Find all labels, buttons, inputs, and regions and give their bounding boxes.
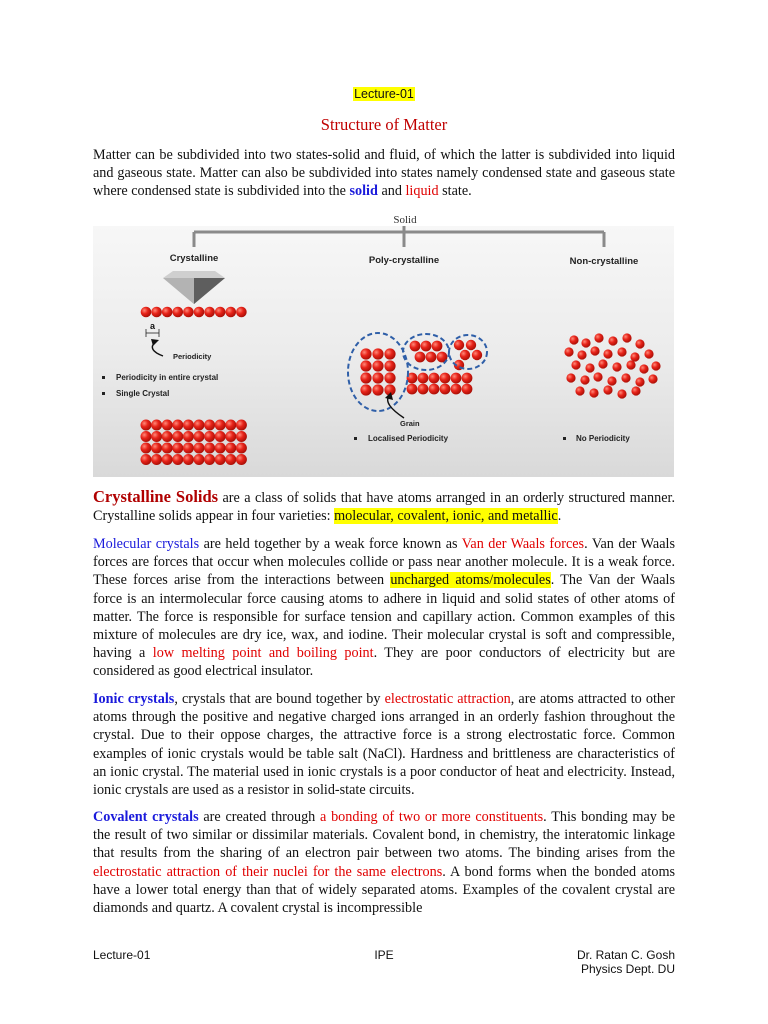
atom xyxy=(635,339,644,348)
uncharged-highlight: uncharged atoms/molecules xyxy=(390,572,551,589)
bonding-term: a bonding of two or more constituents xyxy=(320,809,544,825)
atom xyxy=(622,333,631,342)
ionic-crystals-paragraph: Ionic crystals, crystals that are bound together by electrostatic attraction, are atoms attracted to other atoms through the positive and negative charged ions arranged in an orderly fashion throughout the crystal. Due to their oppose charges, the attractive force is a strong electrostatic force. Common examples of ionic crystals would be table salt (NaCl). Hardness and brittleness are characteristics of an ionic crystal. The material used in ionic crystals is a poor conductor of heat and electricity. Instead, ionic crystals are used as a resistor in solid-state circuits. xyxy=(93,691,675,799)
atom xyxy=(415,352,426,363)
atom xyxy=(598,359,607,368)
atom xyxy=(236,307,247,318)
electrostatic-attraction-term: electrostatic attraction xyxy=(384,691,511,707)
atom xyxy=(384,348,395,359)
grain-label: Grain xyxy=(400,419,420,428)
atom xyxy=(141,420,152,431)
atom xyxy=(194,443,205,454)
periodicity-label: Periodicity xyxy=(173,352,212,361)
atom xyxy=(215,443,226,454)
atom xyxy=(360,372,371,383)
atom xyxy=(162,443,173,454)
atom xyxy=(621,373,630,382)
atom xyxy=(225,431,236,442)
atom xyxy=(215,307,226,318)
atom xyxy=(384,360,395,371)
atom xyxy=(141,443,152,454)
atom xyxy=(440,384,451,395)
atom xyxy=(151,307,162,318)
atom xyxy=(617,389,626,398)
atom xyxy=(577,350,586,359)
solid-classification-figure xyxy=(93,208,674,477)
atom xyxy=(617,347,626,356)
bullet-single-crystal: Single Crystal xyxy=(116,389,170,398)
nuclei-attraction-term: electrostatic attraction of their nuclei for the same electrons xyxy=(93,863,443,880)
footer-center: IPE xyxy=(374,948,394,962)
root-label: Solid xyxy=(393,214,417,226)
atom xyxy=(631,386,640,395)
atom xyxy=(151,431,162,442)
atom xyxy=(581,338,590,347)
molecular-crystals-term: Molecular crystals xyxy=(93,536,200,552)
branch-crystalline: Crystalline xyxy=(169,253,219,264)
bullet-no-periodicity: No Periodicity xyxy=(576,434,630,443)
low-melting-term: low melting point and boiling point xyxy=(152,645,374,662)
atom xyxy=(603,385,612,394)
crystalline-solids-paragraph: Crystalline Solids are a class of solids that have atoms arranged in an orderly structured manner. Crystalline solids appear in four varieties: molecular, covalent, ionic, and metallic. xyxy=(93,487,675,525)
atom xyxy=(236,454,247,465)
atom xyxy=(429,373,440,384)
branch-polycrystalline: Poly-crystalline xyxy=(368,255,440,266)
atom xyxy=(630,352,639,361)
atom xyxy=(472,350,482,360)
bullet-periodicity-entire: Periodicity in entire crystal xyxy=(116,373,219,382)
atom xyxy=(225,420,236,431)
atom xyxy=(407,384,418,395)
atom xyxy=(226,307,237,318)
atom xyxy=(635,377,644,386)
atom xyxy=(594,333,603,342)
atom xyxy=(204,420,215,431)
lecture-tag: Lecture-01 xyxy=(354,87,414,101)
molecular-crystals-paragraph: Molecular crystals are held together by a weak force known as Van der Waals forces. Van der Waals forces are forces that occur when molecules collide or pass near another molecule. It is a weak force. These forces arise from the interactions between uncharged atoms/molecules. The Van der Waals force is an intermolecular force causing atoms to adhere in liquid and solid states of other atoms of matter. The force is responsible for surface tension and capillary action. Common examples of this mixture of molecules are dry ice, wax, and iodine. Their molecular crystal is soft and compressible, having a low melting point and boiling point. They are poor conductors of electricity but are considered as good electrical insulator. xyxy=(93,536,676,680)
atom xyxy=(215,431,226,442)
atom xyxy=(225,454,236,465)
atom xyxy=(173,307,184,318)
atom xyxy=(608,336,617,345)
atom xyxy=(183,307,194,318)
atom xyxy=(462,384,473,395)
covalent-crystals-term: Covalent crystals xyxy=(93,809,199,825)
atom xyxy=(462,373,473,384)
atom xyxy=(194,307,205,318)
atom xyxy=(626,360,635,369)
atom xyxy=(194,431,205,442)
atom xyxy=(372,348,383,359)
atom xyxy=(151,443,162,454)
atom xyxy=(372,372,383,383)
atom xyxy=(162,420,173,431)
atom xyxy=(651,361,660,370)
atom xyxy=(564,347,573,356)
atom xyxy=(590,346,599,355)
atom xyxy=(432,341,443,352)
atom xyxy=(172,454,183,465)
atom xyxy=(372,360,383,371)
atom xyxy=(151,420,162,431)
atom xyxy=(172,443,183,454)
atom xyxy=(141,454,152,465)
atom xyxy=(421,341,432,352)
atom xyxy=(466,340,476,350)
atom xyxy=(418,384,429,395)
atom xyxy=(204,454,215,465)
atom xyxy=(566,373,575,382)
covalent-crystals-paragraph: Covalent crystals are created through a bonding of two or more constituents. This bonding may be the result of two similar or dissimilar materials. Covalent bond, in chemistry, the interatomic linkage that results from the sharing of an electron pair between two atoms. The binding arises from the electrostatic attraction of their nuclei for the same electrons. A bond forms when the bonded atoms have a lower total energy than that of widely separated atoms. Examples of the covalent crystal are diamonds and quartz. A covalent crystal is incompressible xyxy=(93,809,676,917)
atom xyxy=(183,431,194,442)
atom xyxy=(204,431,215,442)
solid-term: solid xyxy=(349,183,378,200)
atom xyxy=(141,431,152,442)
atom xyxy=(585,363,594,372)
atom xyxy=(639,364,648,373)
atom xyxy=(151,454,162,465)
atom xyxy=(612,362,621,371)
atom xyxy=(215,420,226,431)
atom xyxy=(593,372,602,381)
atom xyxy=(183,443,194,454)
atom xyxy=(162,454,173,465)
atom xyxy=(215,454,226,465)
atom xyxy=(460,350,470,360)
atom xyxy=(172,420,183,431)
branch-noncrystalline: Non-crystalline xyxy=(569,256,639,267)
atom xyxy=(384,372,395,383)
atom xyxy=(360,360,371,371)
atom xyxy=(162,307,173,318)
atom xyxy=(162,431,173,442)
atom xyxy=(571,360,580,369)
atom xyxy=(589,388,598,397)
crystal-varieties: molecular, covalent, ionic, and metallic xyxy=(334,508,558,525)
atom xyxy=(644,349,653,358)
atom xyxy=(440,373,451,384)
atom xyxy=(236,431,247,442)
footer-left: Lecture-01 xyxy=(93,948,151,962)
atom xyxy=(569,335,578,344)
atom xyxy=(451,384,462,395)
lattice-label: a xyxy=(149,321,156,331)
atom xyxy=(204,443,215,454)
atom xyxy=(183,420,194,431)
atom xyxy=(225,443,236,454)
atom xyxy=(607,376,616,385)
atom xyxy=(141,307,152,318)
atom xyxy=(194,420,205,431)
atom xyxy=(372,384,383,395)
van-der-waals-term: Van der Waals forces xyxy=(461,536,585,552)
atom xyxy=(236,443,247,454)
atom xyxy=(236,420,247,431)
footer-right xyxy=(577,948,675,976)
liquid-term: liquid xyxy=(405,183,439,200)
atom xyxy=(360,384,371,395)
atom xyxy=(172,431,183,442)
atom xyxy=(418,373,429,384)
page-title: Structure of Matter xyxy=(320,115,448,134)
ionic-crystals-term: Ionic crystals xyxy=(93,691,175,707)
atom xyxy=(580,375,589,384)
footer-department: Physics Dept. DU xyxy=(580,962,675,976)
atom xyxy=(183,454,194,465)
footer-author: Dr. Ratan C. Gosh xyxy=(576,948,675,962)
intro-paragraph: Matter can be subdivided into two states-solid and fluid, of which the latter is subdivided into liquid and gaseous state. Matter can also be subdivided into states namely condensed state and gaseous state where condensed state is subdivided into the solid and liquid state. xyxy=(93,147,675,200)
atom xyxy=(603,349,612,358)
crystalline-solids-heading: Crystalline Solids xyxy=(93,487,219,506)
atom xyxy=(648,374,657,383)
atom xyxy=(426,352,437,363)
atom xyxy=(204,307,215,318)
atom xyxy=(575,386,584,395)
bullet-localised-periodicity: Localised Periodicity xyxy=(368,434,449,443)
atom xyxy=(194,454,205,465)
atom xyxy=(454,340,464,350)
atom xyxy=(451,373,462,384)
atom xyxy=(360,348,371,359)
atom xyxy=(410,341,421,352)
atom xyxy=(429,384,440,395)
